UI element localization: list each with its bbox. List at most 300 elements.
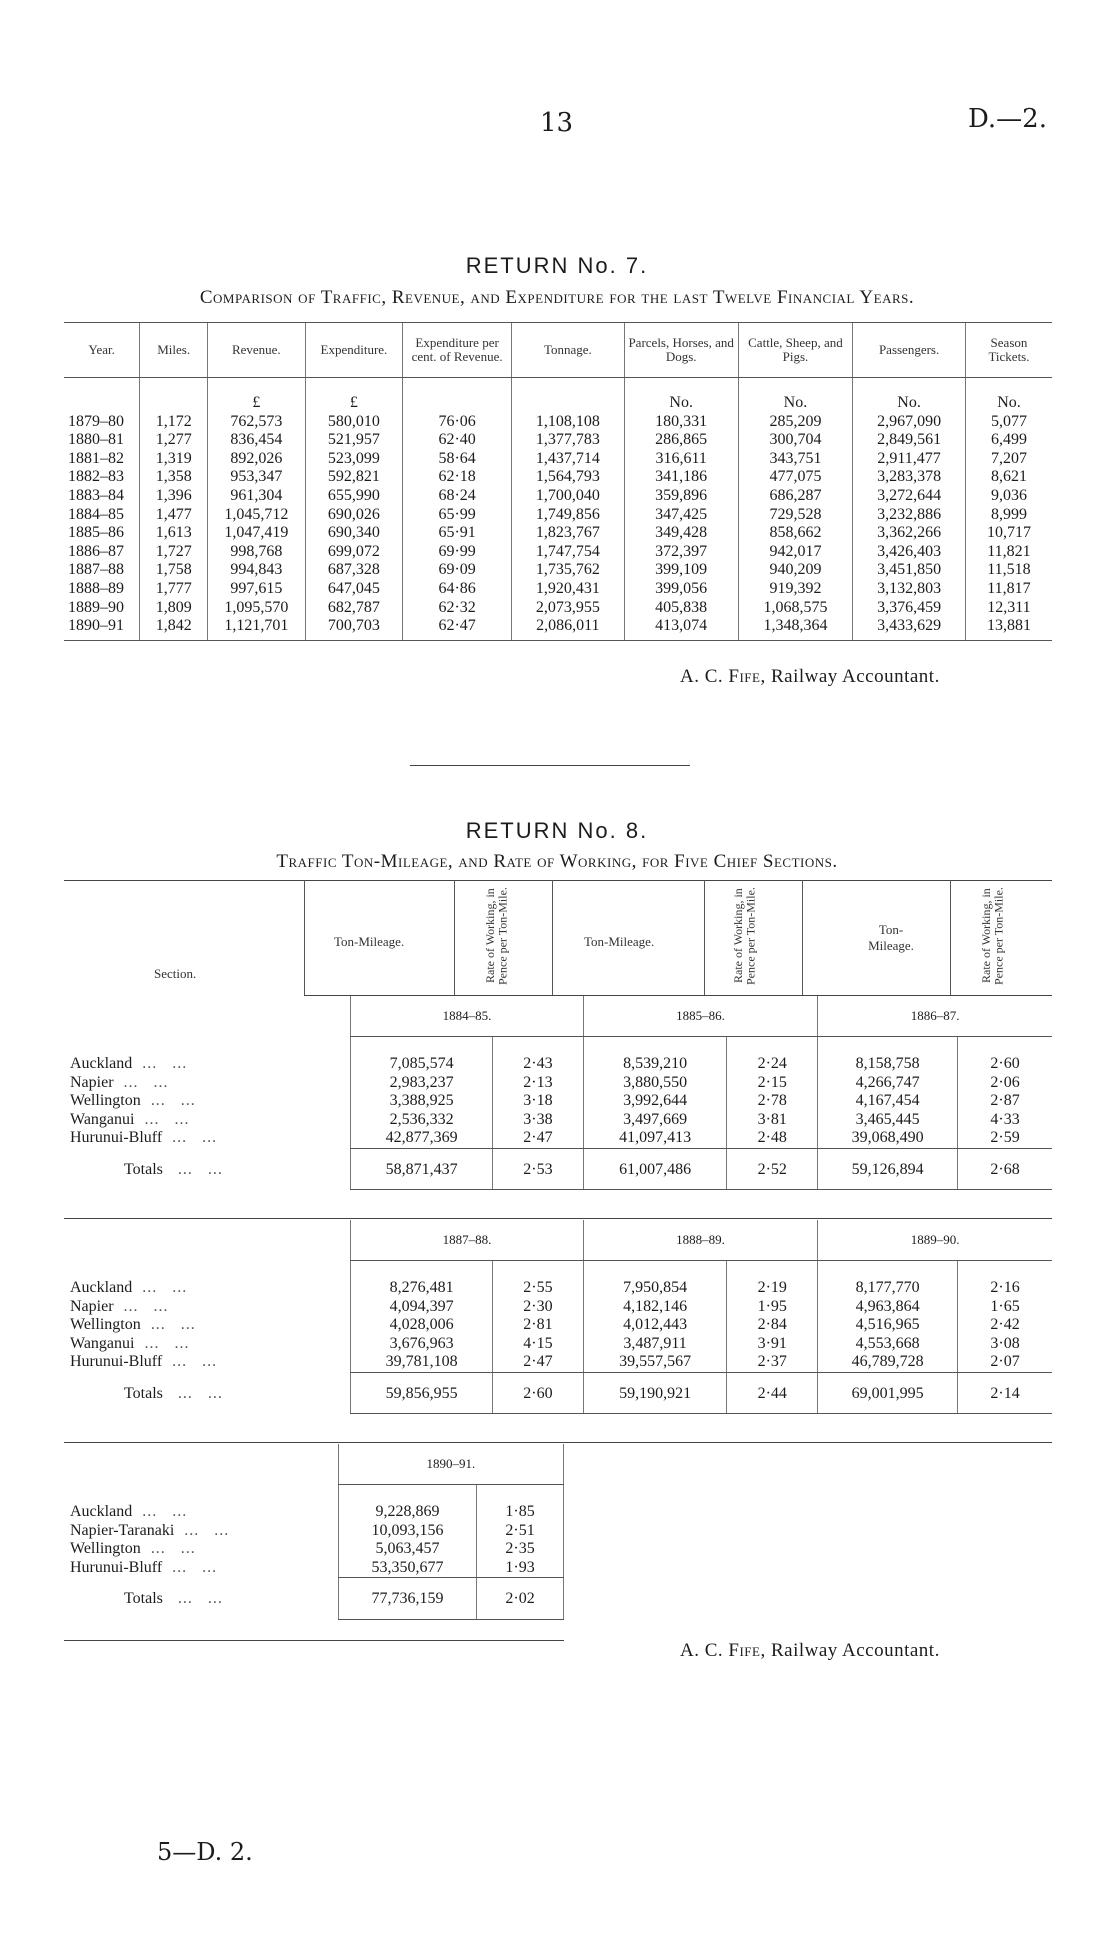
leader-dots: ... ... xyxy=(162,1590,223,1607)
cell: 8,621 xyxy=(965,468,1052,487)
cell: 2,086,011 xyxy=(512,617,625,640)
page-number: 13 xyxy=(540,108,574,138)
column-divider xyxy=(802,880,803,995)
leader-dots: ... ... xyxy=(134,1334,190,1352)
table-row xyxy=(64,1353,1052,1372)
cell: 2·81 xyxy=(492,1316,583,1335)
cell: 4,963,864 xyxy=(818,1298,958,1317)
cell: 7,950,854 xyxy=(583,1279,726,1298)
cell: 2·59 xyxy=(958,1129,1052,1148)
totals-label: Totals xyxy=(124,1160,163,1178)
ton-mileage-header: Ton-Mileage. xyxy=(868,922,914,953)
cell: 3,880,550 xyxy=(583,1074,726,1093)
unit-cell: £ xyxy=(208,378,306,413)
cell: 4,167,454 xyxy=(818,1092,958,1111)
cell: 8,999 xyxy=(965,506,1052,525)
section-column-header: Section. xyxy=(154,966,197,981)
column-divider xyxy=(704,880,705,995)
cell: 2·87 xyxy=(958,1092,1052,1111)
leader-dots: ... ... xyxy=(113,1073,169,1091)
cell: 9,228,869 xyxy=(338,1503,476,1522)
cell: 2,911,477 xyxy=(853,450,966,469)
return7-col-exp-percent: Expenditure per cent. of Revenue. xyxy=(403,323,512,378)
cell: 77,736,159 xyxy=(338,1578,476,1620)
return7-signature xyxy=(680,666,940,688)
cell: 523,099 xyxy=(305,450,403,469)
cell: 1·65 xyxy=(958,1298,1052,1317)
table-row xyxy=(64,543,1052,562)
table-row xyxy=(64,1111,1052,1130)
cell: 1888–89 xyxy=(68,579,124,597)
cell: 76·06 xyxy=(403,413,512,432)
return7-col-cattle: Cattle, Sheep, and Pigs. xyxy=(738,323,853,378)
leader-dots: ... ... xyxy=(162,1129,218,1147)
cell: 68·24 xyxy=(403,487,512,506)
signature-role: , Railway Accountant. xyxy=(760,1640,940,1661)
cell: 69,001,995 xyxy=(818,1372,958,1414)
cell: 762,573 xyxy=(208,413,306,432)
cell: 3,362,266 xyxy=(853,524,966,543)
section-name: Auckland xyxy=(70,1503,133,1520)
cell: 4·33 xyxy=(958,1111,1052,1130)
cell: 655,990 xyxy=(305,487,403,506)
cell: 2·78 xyxy=(727,1092,818,1111)
unit-cell: No. xyxy=(738,378,853,413)
table-row xyxy=(64,561,1052,580)
cell: 349,428 xyxy=(624,524,738,543)
cell: 4,266,747 xyxy=(818,1074,958,1093)
period-label: 1890–91. xyxy=(338,1444,563,1485)
cell: 994,843 xyxy=(208,561,306,580)
cell: 372,397 xyxy=(624,543,738,562)
cell: 892,026 xyxy=(208,450,306,469)
period-label: 1887–88. xyxy=(351,1220,584,1261)
signature-initials: A. C. xyxy=(680,1640,724,1661)
cell: 3·91 xyxy=(727,1335,818,1354)
cell: 592,821 xyxy=(305,468,403,487)
cell: 341,186 xyxy=(624,468,738,487)
cell: 1890–91 xyxy=(64,617,140,640)
table-row xyxy=(64,1522,564,1541)
cell: 687,328 xyxy=(305,561,403,580)
cell: 2·44 xyxy=(727,1372,818,1414)
cell: 1,095,570 xyxy=(208,599,306,618)
section-name: Wellington xyxy=(70,1092,141,1109)
cell: 686,287 xyxy=(738,487,853,506)
ton-mileage-header: Ton-Mileage. xyxy=(334,934,405,949)
cell: 2·53 xyxy=(492,1148,583,1190)
cell: 942,017 xyxy=(738,543,853,562)
rate-header: Rate of Working, in Pence per Ton-Mile. xyxy=(483,887,510,985)
section-name: Hurunui-Bluff xyxy=(70,1558,163,1576)
return7-col-year: Year. xyxy=(64,323,140,378)
cell: 3,426,403 xyxy=(853,543,966,562)
cell: 6,499 xyxy=(965,431,1052,450)
cell: 919,392 xyxy=(738,580,853,599)
cell: 1,348,364 xyxy=(738,617,853,640)
section-name: Wellington xyxy=(70,1540,141,1557)
cell: 1,477 xyxy=(140,506,208,525)
cell: 3·18 xyxy=(492,1092,583,1111)
cell: 1,068,575 xyxy=(738,599,853,618)
leader-dots: ... ... xyxy=(140,1092,196,1109)
signature-role: , Railway Accountant. xyxy=(760,666,940,687)
return8-signature xyxy=(680,1640,940,1662)
cell: 858,662 xyxy=(738,524,853,543)
cell: 1,172 xyxy=(140,413,208,432)
cell: 521,957 xyxy=(305,431,403,450)
unit-cell xyxy=(512,378,625,413)
cell: 39,781,108 xyxy=(351,1353,493,1372)
totals-label: Totals xyxy=(124,1384,163,1402)
section-name: Napier xyxy=(70,1297,114,1315)
cell: 2·60 xyxy=(492,1372,583,1414)
table-row xyxy=(64,450,1052,469)
cell: 1889–90 xyxy=(68,598,124,616)
cell: 46,789,728 xyxy=(818,1353,958,1372)
cell: 3,497,669 xyxy=(583,1111,726,1130)
cell: 2·07 xyxy=(958,1353,1052,1372)
leader-dots: ... ... xyxy=(113,1297,169,1315)
cell: 286,865 xyxy=(624,431,738,450)
cell: 3,433,629 xyxy=(853,617,966,640)
cell: 11,817 xyxy=(965,580,1052,599)
cell: 2·60 xyxy=(958,1055,1052,1074)
cell: 1,108,108 xyxy=(512,413,625,432)
cell: 2·52 xyxy=(727,1148,818,1190)
leader-dots: ... ... xyxy=(162,1384,223,1402)
cell: 1879–80 xyxy=(68,412,124,430)
rate-header: Rate of Working, in Pence per Ton-Mile. xyxy=(731,887,758,985)
blank-cell xyxy=(64,1220,351,1261)
cell: 59,190,921 xyxy=(583,1372,726,1414)
cell: 2·43 xyxy=(492,1055,583,1074)
cell: 8,158,758 xyxy=(818,1055,958,1074)
cell: 2·68 xyxy=(958,1148,1052,1190)
table-row xyxy=(64,468,1052,487)
cell: 2·19 xyxy=(727,1279,818,1298)
cell: 2,536,332 xyxy=(351,1111,493,1130)
cell: 961,304 xyxy=(208,487,306,506)
unit-cell: No. xyxy=(965,378,1052,413)
cell: 3·08 xyxy=(958,1335,1052,1354)
section-name: Auckland xyxy=(70,1279,133,1296)
cell: 1881–82 xyxy=(68,449,124,467)
cell: 1,437,714 xyxy=(512,450,625,469)
cell: 180,331 xyxy=(624,413,738,432)
cell: 4·15 xyxy=(492,1335,583,1354)
table-row xyxy=(64,599,1052,618)
unit-cell xyxy=(403,378,512,413)
cell: 3,992,644 xyxy=(583,1092,726,1111)
table-row xyxy=(64,1335,1052,1354)
signature-name: Fife xyxy=(728,666,761,687)
cell: 1,319 xyxy=(140,450,208,469)
cell: 2,983,237 xyxy=(351,1074,493,1093)
totals-row xyxy=(64,1372,1052,1414)
unit-cell xyxy=(140,378,208,413)
blank-cell xyxy=(64,1444,338,1485)
cell: 2·30 xyxy=(492,1298,583,1317)
cell: 1,809 xyxy=(140,599,208,618)
cell: 58,871,437 xyxy=(351,1148,493,1190)
block-separator xyxy=(64,1442,1052,1443)
cell: 2,967,090 xyxy=(853,413,966,432)
table-row xyxy=(64,1559,564,1578)
table-row xyxy=(64,1055,1052,1074)
cell: 285,209 xyxy=(738,413,853,432)
cell: 347,425 xyxy=(624,506,738,525)
cell: 3,132,803 xyxy=(853,580,966,599)
cell: 39,068,490 xyxy=(818,1129,958,1148)
table-row xyxy=(64,487,1052,506)
cell: 2·42 xyxy=(958,1316,1052,1335)
cell: 62·32 xyxy=(403,599,512,618)
cell: 53,350,677 xyxy=(338,1559,476,1578)
table-row xyxy=(64,580,1052,599)
return7-col-parcels: Parcels, Horses, and Dogs. xyxy=(624,323,738,378)
cell: 64·86 xyxy=(403,580,512,599)
return7-col-miles: Miles. xyxy=(140,323,208,378)
cell: 1884–85 xyxy=(68,505,124,523)
table-row xyxy=(64,431,1052,450)
return7-table xyxy=(64,322,1052,641)
cell: 3,376,459 xyxy=(853,599,966,618)
section-divider xyxy=(410,765,690,766)
cell: 62·40 xyxy=(403,431,512,450)
block-separator xyxy=(64,1218,1052,1219)
period-row xyxy=(64,1444,564,1485)
cell: 2·55 xyxy=(492,1279,583,1298)
section-name: Hurunui-Bluff xyxy=(70,1353,163,1371)
table-row xyxy=(64,524,1052,543)
cell: 343,751 xyxy=(738,450,853,469)
leader-dots: ... ... xyxy=(132,1055,188,1072)
cell: 42,877,369 xyxy=(351,1129,493,1148)
return8-title: RETURN No. 8. xyxy=(465,818,649,843)
cell: 3,487,911 xyxy=(583,1335,726,1354)
cell: 1885–86 xyxy=(68,524,124,542)
rate-header: Rate of Working, in Pence per Ton-Mile. xyxy=(979,887,1006,985)
return7-col-expenditure: Expenditure. xyxy=(305,323,403,378)
unit-cell: £ xyxy=(305,378,403,413)
period-row xyxy=(64,996,1052,1037)
spacer-row xyxy=(64,1261,1052,1280)
cell: 7,085,574 xyxy=(351,1055,493,1074)
totals-label: Totals xyxy=(124,1590,163,1607)
cell: 2·51 xyxy=(477,1522,564,1541)
return7-col-tonnage: Tonnage. xyxy=(512,323,625,378)
leader-dots: ... ... xyxy=(174,1521,230,1539)
cell: 413,074 xyxy=(624,617,738,640)
cell: 58·64 xyxy=(403,450,512,469)
cell: 11,821 xyxy=(965,543,1052,562)
cell: 4,516,965 xyxy=(818,1316,958,1335)
cell: 1·95 xyxy=(727,1298,818,1317)
return7-col-season-tickets: Season Tickets. xyxy=(965,323,1052,378)
cell: 59,856,955 xyxy=(351,1372,493,1414)
blank-cell xyxy=(64,996,351,1037)
cell: 682,787 xyxy=(305,599,403,618)
cell: 1·93 xyxy=(477,1559,564,1578)
cell: 4,012,443 xyxy=(583,1316,726,1335)
cell: 8,177,770 xyxy=(818,1279,958,1298)
leader-dots: ... ... xyxy=(162,1353,218,1371)
cell: 359,896 xyxy=(624,487,738,506)
cell: 399,056 xyxy=(624,580,738,599)
cell: 69·99 xyxy=(403,543,512,562)
totals-row xyxy=(64,1578,564,1620)
section-name: Wellington xyxy=(70,1316,141,1333)
cell: 1,277 xyxy=(140,431,208,450)
return7-header-row xyxy=(64,323,1052,378)
period-label: 1886–87. xyxy=(818,996,1052,1037)
cell: 61,007,486 xyxy=(583,1148,726,1190)
period-label: 1888–89. xyxy=(583,1220,817,1261)
cell: 5,077 xyxy=(965,413,1052,432)
cell: 699,072 xyxy=(305,543,403,562)
cell: 729,528 xyxy=(738,506,853,525)
cell: 4,094,397 xyxy=(351,1298,493,1317)
spacer-row xyxy=(64,1485,564,1504)
column-divider xyxy=(454,880,455,995)
cell: 4,553,668 xyxy=(818,1335,958,1354)
cell: 1886–87 xyxy=(68,542,124,560)
table-row xyxy=(64,1298,1052,1317)
return7-subtitle: Comparison of Traffic, Revenue, and Expenditure for the last Twelve Financial Years. xyxy=(199,287,915,308)
leader-dots: ... ... xyxy=(140,1316,196,1333)
cell: 3,388,925 xyxy=(351,1092,493,1111)
cell: 3,676,963 xyxy=(351,1335,493,1354)
cell: 1,377,783 xyxy=(512,431,625,450)
column-divider xyxy=(950,880,951,995)
section-name: Auckland xyxy=(70,1055,133,1072)
cell: 2·37 xyxy=(727,1353,818,1372)
cell: 65·91 xyxy=(403,524,512,543)
return8-block2 xyxy=(64,1220,1052,1414)
cell: 4,028,006 xyxy=(351,1316,493,1335)
section-name: Wanganui xyxy=(70,1334,135,1352)
cell: 2·16 xyxy=(958,1279,1052,1298)
cell: 62·47 xyxy=(403,617,512,640)
cell: 2·02 xyxy=(477,1578,564,1620)
cell: 647,045 xyxy=(305,580,403,599)
cell: 1,045,712 xyxy=(208,506,306,525)
table-row xyxy=(64,1279,1052,1298)
cell: 690,340 xyxy=(305,524,403,543)
cell: 41,097,413 xyxy=(583,1129,726,1148)
cell: 3,451,850 xyxy=(853,561,966,580)
cell: 1,735,762 xyxy=(512,561,625,580)
leader-dots: ... ... xyxy=(140,1540,196,1557)
cell: 1,823,767 xyxy=(512,524,625,543)
cell: 1,727 xyxy=(140,543,208,562)
return8-block1 xyxy=(64,996,1052,1190)
cell: 8,539,210 xyxy=(583,1055,726,1074)
cell: 2·35 xyxy=(477,1540,564,1559)
cell: 62·18 xyxy=(403,468,512,487)
cell: 3·81 xyxy=(727,1111,818,1130)
table-row xyxy=(64,1129,1052,1148)
document-reference: D.—2. xyxy=(968,104,1047,134)
cell: 13,881 xyxy=(965,617,1052,640)
cell: 39,557,567 xyxy=(583,1353,726,1372)
cell: 2·84 xyxy=(727,1316,818,1335)
cell: 2·47 xyxy=(492,1129,583,1148)
leader-dots: ... ... xyxy=(134,1110,190,1128)
cell: 477,075 xyxy=(738,468,853,487)
section-name: Napier-Taranaki xyxy=(70,1521,175,1539)
cell: 3,283,378 xyxy=(853,468,966,487)
table-row xyxy=(64,1316,1052,1335)
cell: 1,758 xyxy=(140,561,208,580)
cell: 1,396 xyxy=(140,487,208,506)
unit-cell: No. xyxy=(853,378,966,413)
cell: 2·13 xyxy=(492,1074,583,1093)
cell: 5,063,457 xyxy=(338,1540,476,1559)
cell: 3,272,644 xyxy=(853,487,966,506)
return8-subtitle: Traffic Ton-Mileage, and Rate of Working, for Five Chief Sections. xyxy=(276,851,838,872)
cell: 2·48 xyxy=(727,1129,818,1148)
column-divider xyxy=(304,880,305,995)
cell: 300,704 xyxy=(738,431,853,450)
cell: 2,849,561 xyxy=(853,431,966,450)
cell: 2,073,955 xyxy=(512,599,625,618)
cell: 7,207 xyxy=(965,450,1052,469)
period-row xyxy=(64,1220,1052,1261)
unit-cell: No. xyxy=(624,378,738,413)
cell: 2·15 xyxy=(727,1074,818,1093)
cell: 2·14 xyxy=(958,1372,1052,1414)
column-divider xyxy=(552,880,553,995)
cell: 1,700,040 xyxy=(512,487,625,506)
cell: 4,182,146 xyxy=(583,1298,726,1317)
leader-dots: ... ... xyxy=(162,1160,223,1178)
cell: 3·38 xyxy=(492,1111,583,1130)
cell: 1,920,431 xyxy=(512,580,625,599)
cell: 1,613 xyxy=(140,524,208,543)
section-name: Napier xyxy=(70,1073,114,1091)
cell: 1,564,793 xyxy=(512,468,625,487)
period-label: 1889–90. xyxy=(818,1220,1052,1261)
return8-block3 xyxy=(64,1444,564,1620)
spacer-row xyxy=(64,1037,1052,1056)
cell: 1,842 xyxy=(140,617,208,640)
cell: 316,611 xyxy=(624,450,738,469)
cell: 1,358 xyxy=(140,468,208,487)
cell: 997,615 xyxy=(208,580,306,599)
table-row xyxy=(64,1074,1052,1093)
cell: 8,276,481 xyxy=(351,1279,493,1298)
cell: 1,749,856 xyxy=(512,506,625,525)
cell: 1,747,754 xyxy=(512,543,625,562)
leader-dots: ... ... xyxy=(132,1503,188,1520)
ton-mileage-header: Ton-Mileage. xyxy=(584,934,655,949)
cell: 1880–81 xyxy=(68,431,124,449)
cell: 12,311 xyxy=(965,599,1052,618)
cell: 10,093,156 xyxy=(338,1522,476,1541)
period-label: 1885–86. xyxy=(583,996,817,1037)
return7-units-row xyxy=(64,378,1052,413)
cell: 690,026 xyxy=(305,506,403,525)
cell: 9,036 xyxy=(965,487,1052,506)
return7-col-revenue: Revenue. xyxy=(208,323,306,378)
signature-name: Fife xyxy=(728,1640,761,1661)
totals-row xyxy=(64,1148,1052,1190)
cell: 69·09 xyxy=(403,561,512,580)
cell: 2·06 xyxy=(958,1074,1052,1093)
cell: 59,126,894 xyxy=(818,1148,958,1190)
